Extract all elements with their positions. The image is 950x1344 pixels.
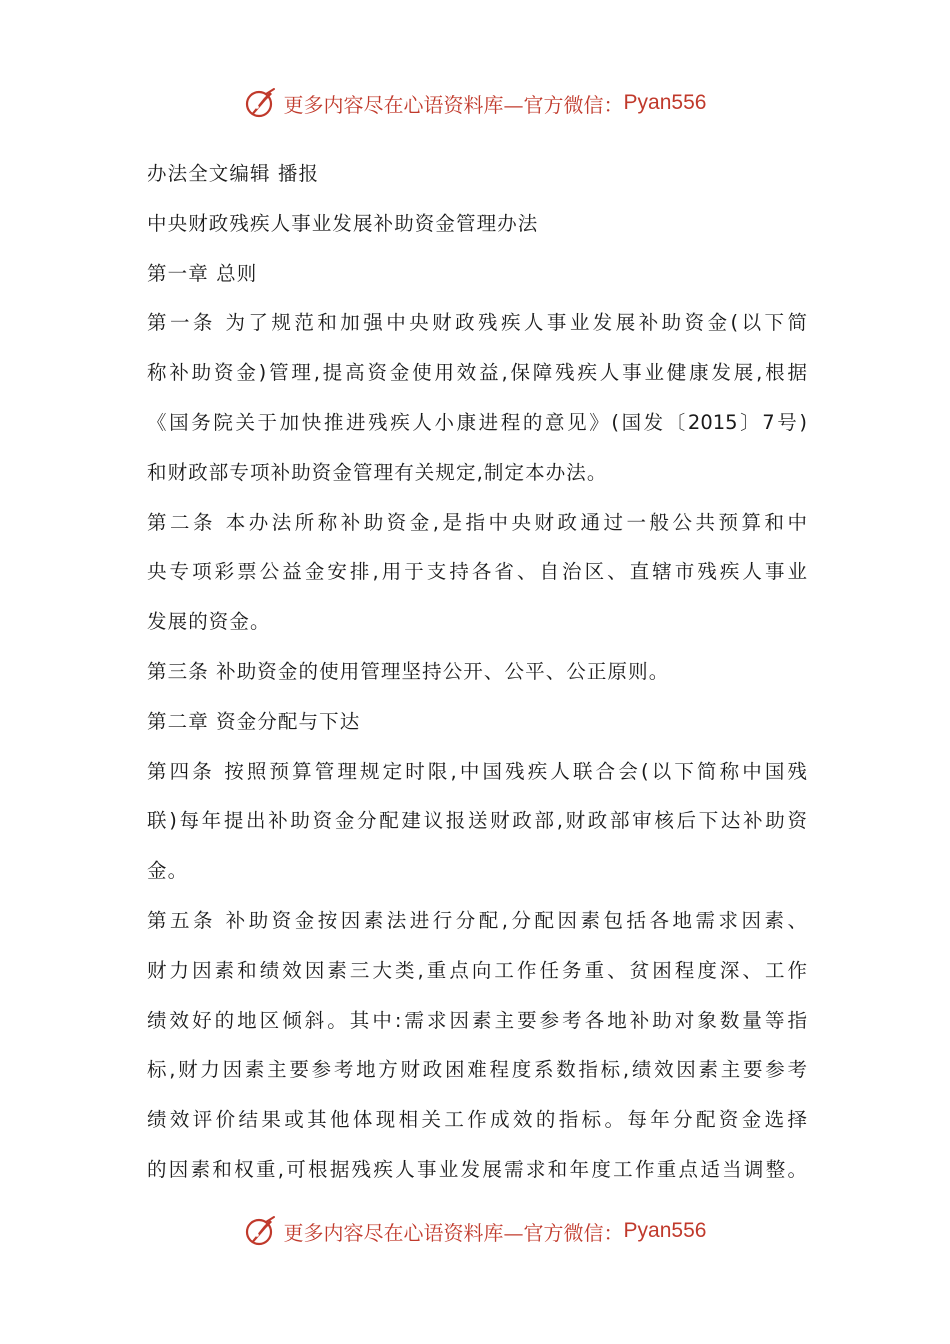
banner-text: 更多内容尽在心语资料库—官方微信： [283,1220,624,1245]
text-line: 财力因素和绩效因素三大类,重点向工作任务重、贫困程度深、工作 [147,958,807,982]
pen-nib-logo-icon [244,1214,278,1248]
text-line: 第一章 总则 [147,261,258,285]
text-line: 称补助资金)管理,提高资金使用效益,保障残疾人事业健康发展,根据 [147,361,807,385]
header-watermark-banner [0,83,950,123]
text-line: 第五条 补助资金按因素法进行分配,分配因素包括各地需求因素、 [147,908,807,932]
text-line: 的因素和权重,可根据残疾人事业发展需求和年度工作重点适当调整。 [147,1157,807,1181]
text-line: 央专项彩票公益金安排,用于支持各省、自治区、直辖市残疾人事业 [147,560,807,584]
text-line: 第二章 资金分配与下达 [147,709,361,733]
text-line: 第一条 为了规范和加强中央财政残疾人事业发展补助资金(以下简 [147,311,807,335]
footer-watermark-banner [0,1211,950,1251]
text-line: 金。 [147,859,189,883]
text-line: 《国务院关于加快推进残疾人小康进程的意见》(国发〔2015〕7号) [147,410,807,434]
wechat-id: Pyan556 [623,91,707,114]
pen-nib-logo-icon [244,86,278,120]
text-line: 第四条 按照预算管理规定时限,中国残疾人联合会(以下简称中国残 [147,759,807,783]
text-line: 办法全文编辑 播报 [147,162,320,185]
text-line: 联)每年提出补助资金分配建议报送财政部,财政部审核后下达补助资 [147,809,807,833]
wechat-id: Pyan556 [623,1219,707,1242]
text-line: 中央财政残疾人事业发展补助资金管理办法 [147,211,539,235]
text-line: 和财政部专项补助资金管理有关规定,制定本办法。 [147,460,608,484]
text-line: 第三条 补助资金的使用管理坚持公开、公平、公正原则。 [147,659,670,683]
text-line: 绩效好的地区倾斜。其中:需求因素主要参考各地补助对象数量等指 [147,1008,807,1032]
text-line: 绩效评价结果或其他体现相关工作成效的指标。每年分配资金选择 [147,1108,807,1132]
document-body [147,149,807,1195]
text-line: 发展的资金。 [147,610,271,634]
text-line: 标,财力因素主要参考地方财政困难程度系数指标,绩效因素主要参考 [147,1058,807,1082]
banner-text: 更多内容尽在心语资料库—官方微信： [283,92,624,117]
text-line: 第二条 本办法所称补助资金,是指中央财政通过一般公共预算和中 [147,510,807,534]
